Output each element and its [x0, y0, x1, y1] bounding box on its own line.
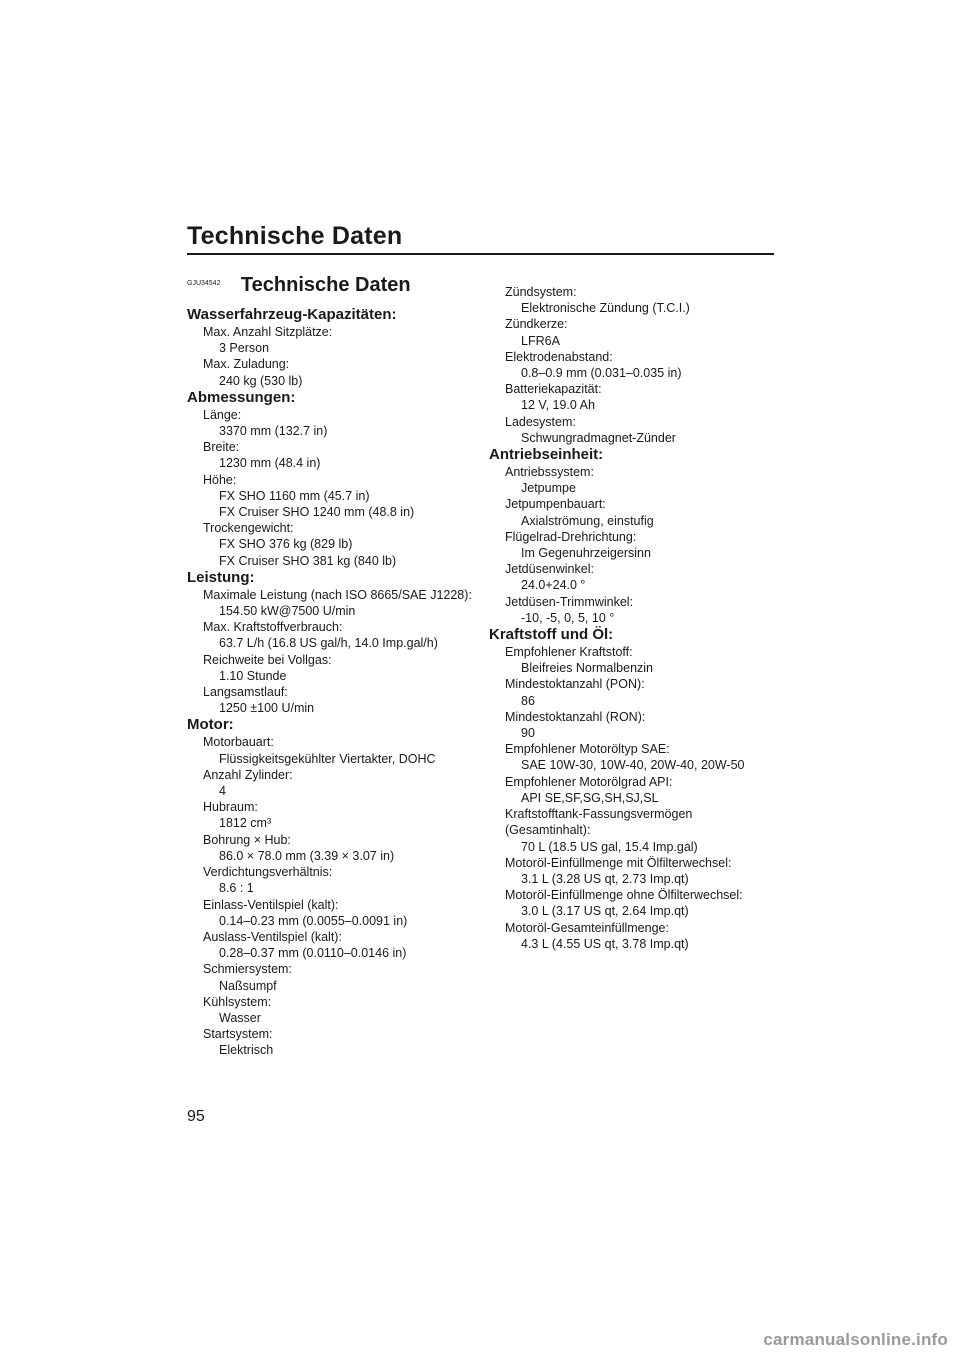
- section-title-row: [187, 272, 477, 306]
- spec-label: Kühlsystem:: [203, 994, 272, 1009]
- spec-value: Axialströmung, einstufig: [521, 513, 654, 528]
- spec-value: 0.28–0.37 mm (0.0110–0.0146 in): [219, 946, 407, 961]
- spec-value: FX SHO 376 kg (829 lb): [219, 537, 353, 552]
- spec-value: FX SHO 1160 mm (45.7 in): [219, 488, 370, 503]
- spec-value: 4: [219, 784, 226, 799]
- spec-group-title: Kraftstoff und Öl:: [489, 626, 614, 644]
- spec-label: Empfohlener Motorölgrad API:: [505, 774, 673, 789]
- spec-group-title: Antriebseinheit:: [489, 446, 604, 464]
- spec-label: Max. Anzahl Sitzplätze:: [203, 325, 333, 339]
- spec-value: Flüssigkeitsgekühlter Viertakter, DOHC: [219, 751, 436, 766]
- spec-group: [187, 716, 477, 1058]
- spec-label: Kraftstofftank-Fassungsvermögen: [505, 807, 693, 822]
- spec-value: 86: [521, 693, 535, 708]
- spec-value: 3.1 L (3.28 US qt, 2.73 Imp.qt): [521, 871, 689, 886]
- spec-group: [187, 389, 477, 569]
- spec-label: Batteriekapazität:: [505, 382, 602, 397]
- page-number: 95: [187, 1108, 205, 1125]
- section-code: GJU34542: [187, 280, 221, 287]
- spec-label: Bohrung × Hub:: [203, 832, 291, 847]
- left-column: [187, 272, 477, 1059]
- spec-label: Max. Zuladung:: [203, 357, 290, 372]
- spec-group: [187, 306, 477, 389]
- left-spec-groups: [187, 306, 477, 1059]
- spec-value: FX Cruiser SHO 1240 mm (48.8 in): [219, 505, 415, 520]
- right-spec-groups: [489, 284, 779, 952]
- spec-label: Mindestoktanzahl (PON):: [505, 677, 645, 692]
- spec-value: 1230 mm (48.4 in): [219, 456, 321, 471]
- spec-value: 1250 ±100 U/min: [219, 701, 315, 716]
- spec-value: SAE 10W-30, 10W-40, 20W-40, 20W-50: [521, 758, 745, 773]
- spec-group: [489, 284, 779, 446]
- spec-label: Auslass-Ventilspiel (kalt):: [203, 929, 342, 944]
- spec-label: Maximale Leistung (nach ISO 8665/SAE J1228):: [203, 587, 472, 602]
- spec-value: Elektrisch: [219, 1043, 274, 1058]
- spec-value: 0.8–0.9 mm (0.031–0.035 in): [521, 366, 682, 381]
- spec-value: API SE,SF,SG,SH,SJ,SL: [521, 790, 659, 805]
- section-title: Technische Daten: [240, 274, 411, 296]
- spec-label: Jetdüsenwinkel:: [505, 562, 594, 577]
- spec-label: Hubraum:: [203, 800, 258, 815]
- spec-group-title: Leistung:: [187, 568, 255, 586]
- spec-group-title: Wasserfahrzeug-Kapazitäten:: [187, 306, 397, 323]
- spec-label: Verdichtungsverhältnis:: [203, 865, 333, 880]
- spec-label: Zündkerze:: [505, 317, 568, 332]
- spec-label: Länge:: [203, 407, 242, 422]
- spec-value: 1812 cm³: [219, 816, 272, 831]
- spec-label: Motorbauart:: [203, 735, 274, 750]
- spec-group-title: Motor:: [187, 716, 234, 734]
- spec-label: Motoröl-Gesamteinfüllmenge:: [505, 920, 669, 935]
- spec-label: (Gesamtinhalt):: [505, 823, 591, 838]
- spec-value: 4.3 L (4.55 US qt, 3.78 Imp.qt): [521, 936, 689, 951]
- spec-value: 90: [521, 726, 535, 741]
- spec-value: -10, -5, 0, 5, 10 °: [521, 610, 615, 625]
- spec-label: Antriebssystem:: [505, 465, 594, 480]
- spec-value: 63.7 L/h (16.8 US gal/h, 14.0 Imp.gal/h): [219, 636, 438, 651]
- spec-label: Langsamstlauf:: [203, 685, 288, 700]
- spec-label: Motoröl-Einfüllmenge ohne Ölfilterwechsel:: [505, 888, 743, 903]
- spec-value: 0.14–0.23 mm (0.0055–0.0091 in): [219, 913, 408, 928]
- spec-group: [489, 446, 779, 626]
- spec-label: Max. Kraftstoffverbrauch:: [203, 620, 343, 635]
- spec-value: 8.6 : 1: [219, 881, 254, 896]
- spec-label: Flügelrad-Drehrichtung:: [505, 529, 637, 544]
- right-column: [489, 284, 779, 952]
- spec-value: 1.10 Stunde: [219, 668, 287, 683]
- spec-label: Trockengewicht:: [203, 521, 294, 536]
- spec-value: Bleifreies Normalbenzin: [521, 661, 654, 676]
- spec-label: Motoröl-Einfüllmenge mit Ölfilterwechsel:: [505, 855, 732, 870]
- spec-value: Jetpumpe: [521, 481, 576, 496]
- spec-value: 70 L (18.5 US gal, 15.4 Imp.gal): [521, 839, 698, 854]
- spec-label: Reichweite bei Vollgas:: [203, 652, 332, 667]
- spec-value: Im Gegenuhrzeigersinn: [521, 546, 651, 561]
- spec-label: Einlass-Ventilspiel (kalt):: [203, 897, 339, 912]
- spec-value: 3370 mm (132.7 in): [219, 424, 328, 439]
- spec-value: 154.50 kW@7500 U/min: [219, 604, 356, 619]
- page-header-title: Technische Daten: [187, 222, 403, 250]
- spec-group-title: Abmessungen:: [187, 388, 296, 406]
- spec-label: Schmiersystem:: [203, 962, 292, 977]
- spec-value: Naßsumpf: [219, 978, 277, 993]
- spec-label: Jetpumpenbauart:: [505, 497, 606, 512]
- watermark: carmanualsonline.info: [763, 1330, 948, 1349]
- spec-value: 86.0 × 78.0 mm (3.39 × 3.07 in): [219, 848, 395, 863]
- spec-label: Ladesystem:: [505, 414, 576, 429]
- spec-label: Anzahl Zylinder:: [203, 767, 293, 782]
- spec-value: Wasser: [219, 1010, 261, 1025]
- header-rule: [187, 253, 774, 255]
- spec-label: Startsystem:: [203, 1027, 273, 1042]
- spec-group: [489, 626, 779, 952]
- spec-value: LFR6A: [521, 333, 560, 348]
- spec-value: 3 Person: [219, 341, 270, 356]
- spec-value: Elektronische Zündung (T.C.I.): [521, 301, 690, 316]
- spec-label: Mindestoktanzahl (RON):: [505, 709, 646, 724]
- spec-label: Jetdüsen-Trimmwinkel:: [505, 594, 634, 609]
- spec-label: Höhe:: [203, 472, 237, 487]
- spec-value: 240 kg (530 lb): [219, 373, 303, 388]
- spec-label: Empfohlener Motoröltyp SAE:: [505, 742, 670, 757]
- spec-value: 12 V, 19.0 Ah: [521, 398, 595, 413]
- spec-value: 24.0+24.0 °: [521, 578, 586, 593]
- spec-label: Empfohlener Kraftstoff:: [505, 645, 633, 660]
- spec-value: FX Cruiser SHO 381 kg (840 lb): [219, 553, 397, 568]
- spec-label: Elektrodenabstand:: [505, 349, 613, 364]
- spec-group: [187, 569, 477, 717]
- spec-value: Schwungradmagnet-Zünder: [521, 430, 676, 445]
- spec-label: Zündsystem:: [505, 285, 577, 299]
- spec-value: 3.0 L (3.17 US qt, 2.64 Imp.qt): [521, 904, 689, 919]
- spec-label: Breite:: [203, 440, 240, 455]
